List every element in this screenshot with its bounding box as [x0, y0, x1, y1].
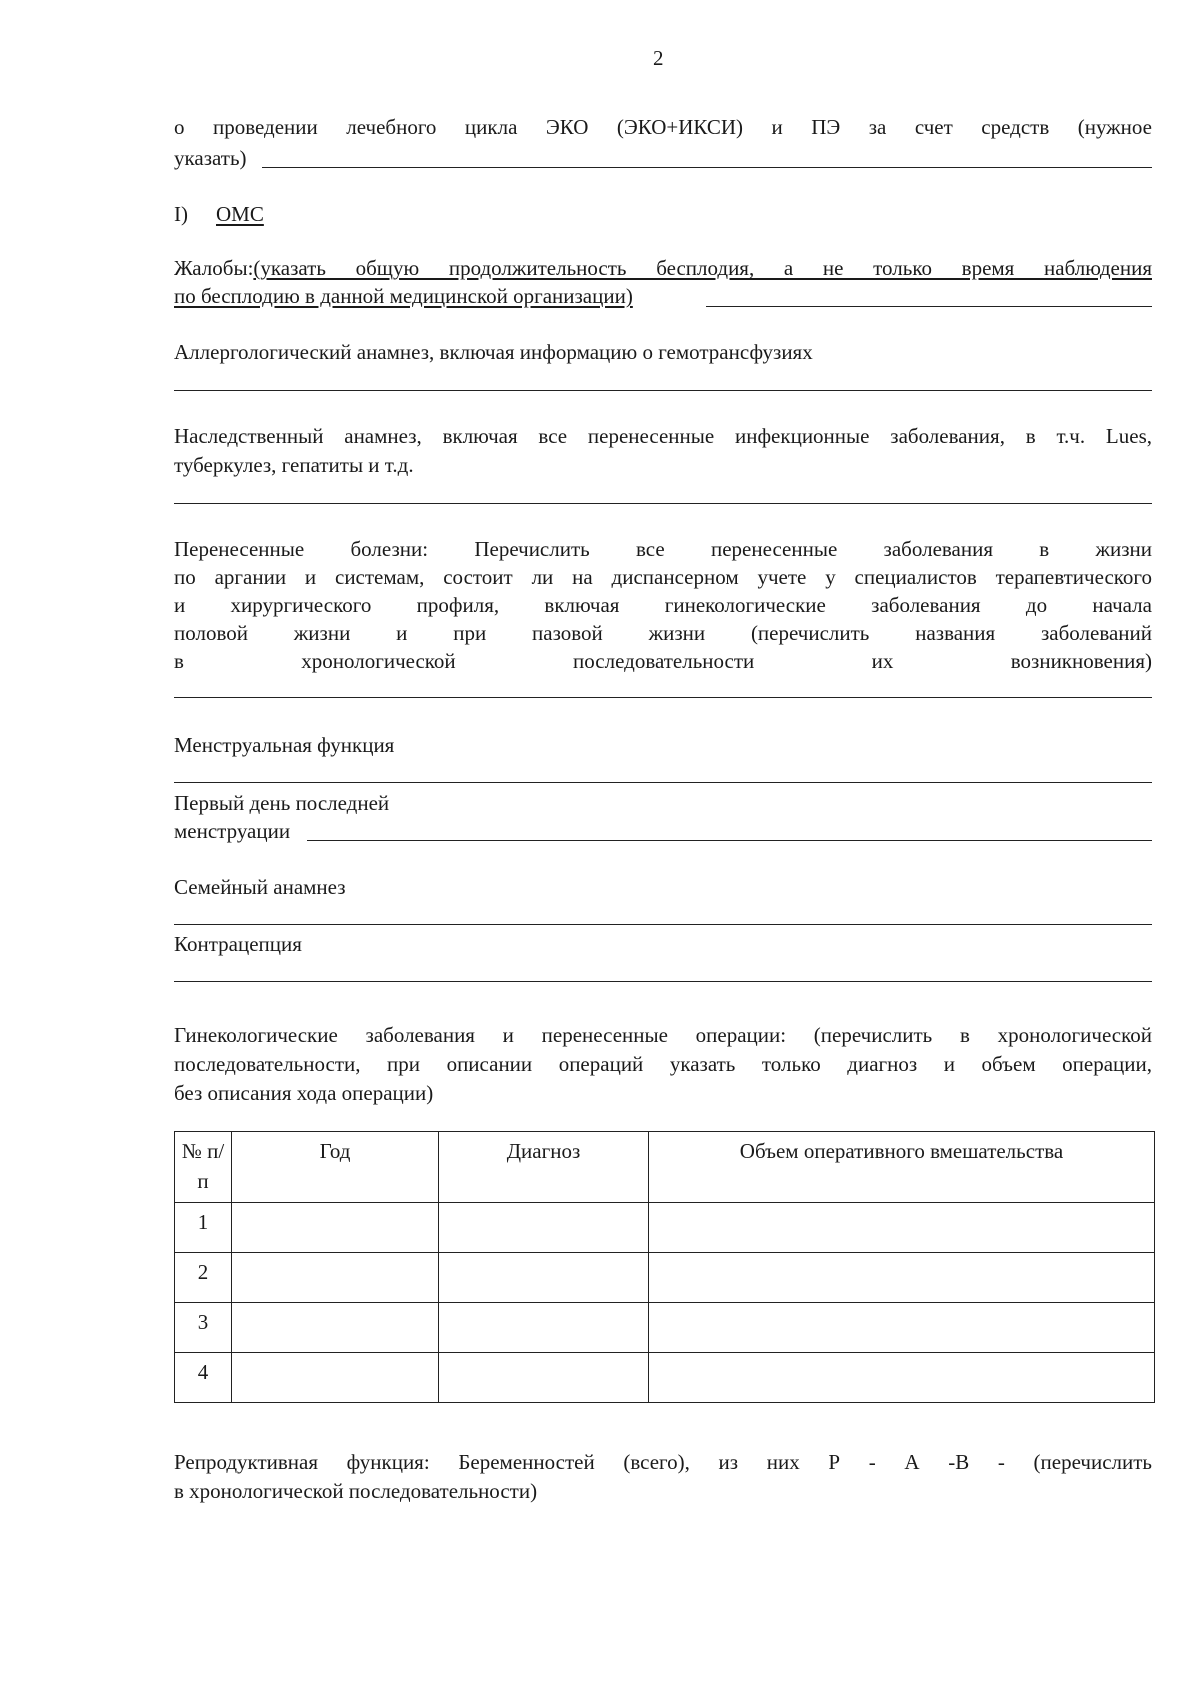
hereditary-line-2: туберкулез, гепатиты и т.д. [174, 453, 414, 477]
complaints-hint-2: по бесплодию в данной медицинской организации) [174, 284, 633, 308]
volume-cell[interactable] [649, 1253, 1155, 1303]
past-diseases-line-5: в хронологической последовательности их возникновения) [174, 649, 1152, 673]
year-cell[interactable] [232, 1203, 439, 1253]
family-field[interactable] [174, 924, 1152, 925]
volume-cell[interactable] [649, 1303, 1155, 1353]
hereditary-line-1: Наследственный анамнез, включая все перенесенные инфекционные заболевания, в т.ч. Lues, [174, 424, 1152, 448]
past-diseases-line-3: и хирургического профиля, включая гинекологические заболевания до начала [174, 593, 1152, 617]
complaints-field[interactable] [706, 306, 1152, 307]
allergy-label: Аллергологический анамнез, включая информацию о гемотрансфузиях [174, 340, 813, 364]
diagnosis-cell[interactable] [439, 1253, 649, 1303]
table-row [175, 1203, 1155, 1253]
past-diseases-line-2: по аргании и системам, состоит ли на диспансерном учете у специалистов терапевтического [174, 565, 1152, 589]
year-cell[interactable] [232, 1253, 439, 1303]
volume-cell[interactable] [649, 1203, 1155, 1253]
funding-marker: I) [174, 202, 188, 226]
contraception-label: Контрацепция [174, 932, 302, 956]
allergy-field[interactable] [174, 390, 1152, 391]
table-row [175, 1353, 1155, 1403]
table-row [175, 1253, 1155, 1303]
menstrual-field[interactable] [174, 782, 1152, 783]
row-number: 4 [175, 1353, 232, 1403]
funding-source-field[interactable] [262, 167, 1152, 168]
hereditary-field[interactable] [174, 503, 1152, 504]
table-row [175, 1303, 1155, 1353]
header-volume: Объем оперативного вмешательства [649, 1132, 1155, 1203]
operations-table [174, 1131, 1155, 1403]
family-label: Семейный анамнез [174, 875, 346, 899]
page-number: 2 [653, 46, 664, 70]
table-header-row [175, 1132, 1155, 1203]
header-diagnosis: Диагноз [439, 1132, 649, 1203]
gyn-line-1: Гинекологические заболевания и перенесенные операции: (перечислить в хронологической [174, 1023, 1152, 1047]
volume-cell[interactable] [649, 1353, 1155, 1403]
row-number: 3 [175, 1303, 232, 1353]
menstrual-label: Менструальная функция [174, 733, 395, 757]
intro-line-2: указать) [174, 146, 247, 170]
header-year: Год [232, 1132, 439, 1203]
last-period-field[interactable] [307, 840, 1152, 841]
reproductive-line-2: в хронологической последовательности) [174, 1479, 538, 1503]
reproductive-line-1: Репродуктивная функция: Беременностей (всего), из них Р - А -В - (перечислить [174, 1450, 1152, 1474]
diagnosis-cell[interactable] [439, 1303, 649, 1353]
gyn-line-2: последовательности, при описании операций указать только диагноз и объем операции, [174, 1052, 1152, 1076]
diagnosis-cell[interactable] [439, 1203, 649, 1253]
diagnosis-cell[interactable] [439, 1353, 649, 1403]
gyn-line-3: без описания хода операции) [174, 1081, 434, 1105]
last-period-line-2: менструации [174, 819, 291, 843]
funding-option-oms: ОМС [216, 202, 264, 226]
header-number: № п/п [175, 1132, 232, 1203]
past-diseases-field[interactable] [174, 697, 1152, 698]
row-number: 1 [175, 1203, 232, 1253]
contraception-field[interactable] [174, 981, 1152, 982]
last-period-line-1: Первый день последней [174, 791, 390, 815]
complaints-label: Жалобы: [174, 256, 254, 280]
intro-line-1: о проведении лечебного цикла ЭКО (ЭКО+ИКСИ) и ПЭ за счет средств (нужное [174, 115, 1152, 139]
past-diseases-line-1: Перенесенные болезни: Перечислить все перенесенные заболевания в жизни [174, 537, 1152, 561]
complaints-hint-1: (указать общую продолжительность бесплодия, а не только время наблюдения [253, 256, 1152, 280]
year-cell[interactable] [232, 1353, 439, 1403]
complaints-block [174, 256, 1152, 281]
past-diseases-line-4: половой жизни и при пазовой жизни (перечислить названия заболеваний [174, 621, 1152, 645]
row-number: 2 [175, 1253, 232, 1303]
year-cell[interactable] [232, 1303, 439, 1353]
